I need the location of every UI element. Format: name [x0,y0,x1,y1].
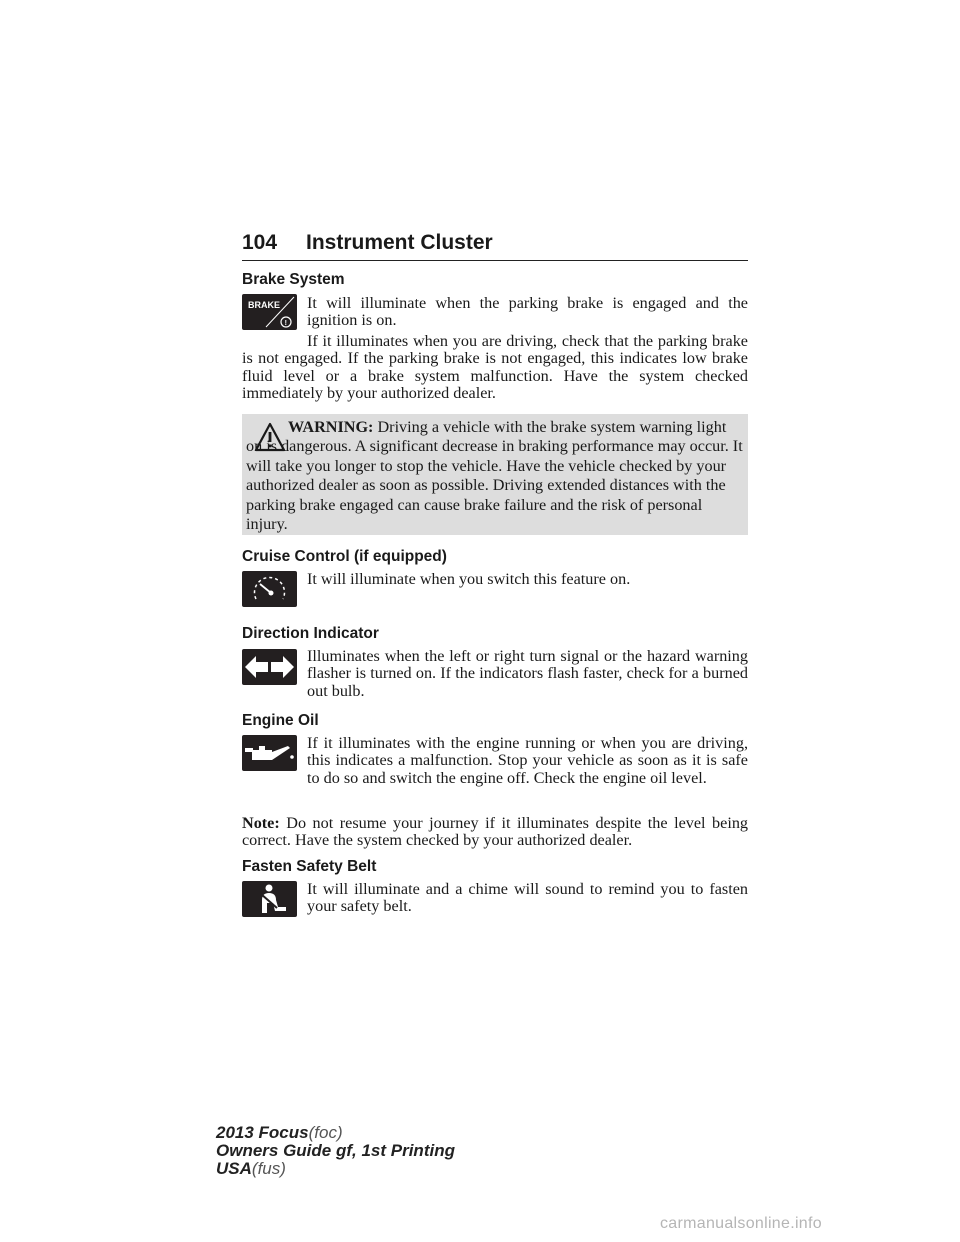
brake-system-heading: Brake System [242,271,345,288]
page-header [242,230,748,261]
direction-paragraph: Illuminates when the left or right turn signal or the hazard warning flasher is turned on. If the indicators flash faster, check for a burned out bulb. [307,647,748,700]
brake-paragraph-1: It will illuminate when the parking brake is engaged and the ignition is on. [307,294,748,330]
direction-indicator-heading: Direction Indicator [242,625,379,642]
turn-signal-arrows-icon [242,649,297,685]
section-title: Instrument Cluster [306,231,493,254]
footer-model: 2013 Focus [216,1123,309,1142]
warning-box [242,414,748,535]
watermark: carmanualsonline.info [660,1215,822,1232]
svg-text:!: ! [284,320,287,327]
warning-body: Driving a vehicle with the brake system warning light on is dangerous. A significant decrease in braking performance may occur. It will take you longer to stop the vehicle. Have the vehicle checked by your authorized dealer as soon as possible. Driving extended distances with the parking brake engaged can cause brake failure and the risk of personal injury. [246,418,743,534]
footer-region-code: (fus) [251,1159,286,1178]
brake-warning-icon [242,294,297,330]
footer-guide: Owners Guide gf, 1st Printing [216,1141,455,1160]
page-number: 104 [242,231,278,254]
oil-note [242,815,748,850]
warning-label: WARNING: [288,418,374,436]
note-text: Do not resume your journey if it illuminates despite the level being correct. Have the system checked by your authorized dealer. [242,814,749,850]
oil-paragraph-text: If it illuminates with the engine running or when you are driving, this indicates a malfunction. Stop your vehicle as soon as it is safe to do so and switch the engine off. Check the engine oil level. [307,734,748,787]
seatbelt-icon [242,881,297,917]
belt-paragraph: It will illuminate and a chime will sound to remind you to fasten your safety belt. [307,880,748,916]
footer-model-code: (foc) [308,1123,343,1142]
cruise-control-icon [242,571,297,607]
footer-region: USA [216,1159,252,1178]
cruise-paragraph: It will illuminate when you switch this feature on. [307,570,631,588]
brake-icon-label: BRAKE [248,300,281,310]
oil-paragraph [307,735,748,787]
safety-belt-heading: Fasten Safety Belt [242,858,377,875]
warning-text [242,418,746,534]
document-footer [216,1124,455,1178]
note-label: Note: [242,814,280,832]
oil-can-icon [242,735,297,771]
engine-oil-heading: Engine Oil [242,712,319,729]
brake-paragraph-2: If it illuminates when you are driving, check that the parking brake is not engaged. If the parking brake is not engaged, this indicates low brake fluid level or a brake system malfunction. Have the system checked immediately by your authorized dealer. [242,332,748,402]
cruise-control-heading: Cruise Control (if equipped) [242,548,447,565]
